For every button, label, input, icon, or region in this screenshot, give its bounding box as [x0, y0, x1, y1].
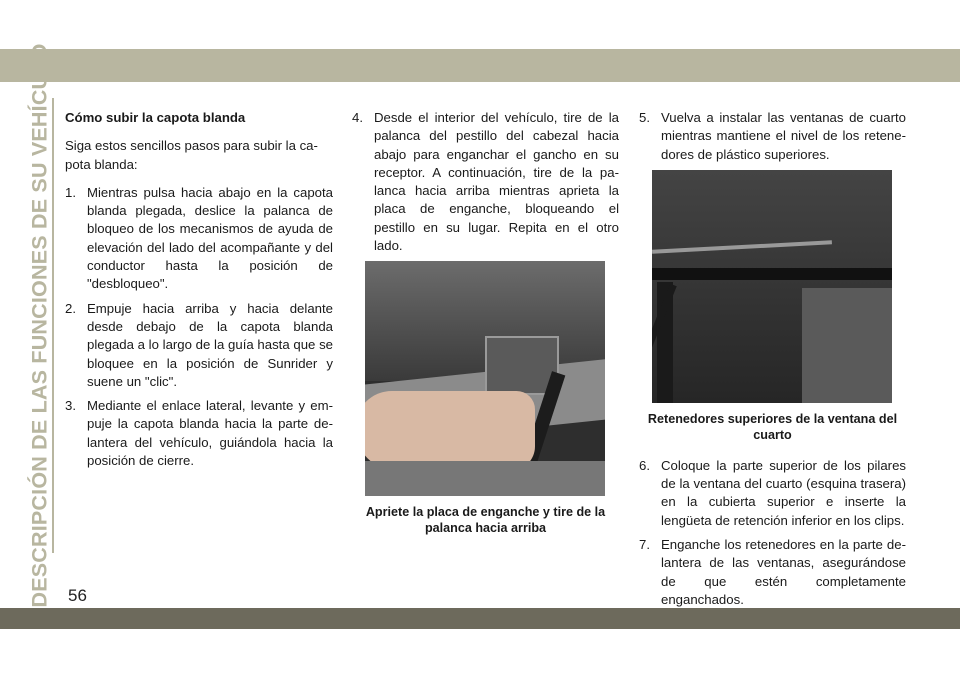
list-item: 4. Desde el interior del vehículo, tire de la palanca del pestillo del cabezal hacia abajo para enganchar el gancho en su receptor. A continuación, tire de la pa-lanca hacia arriba mientras aprieta la placa de enganche, bloqueando el pestillo en su lugar. Repita en el otro lado.: [352, 110, 619, 254]
list-item: 5. Vuelva a instalar las ventanas de cuarto mientras mantiene el nivel de los retene-dores de plástico superiores.: [639, 110, 906, 162]
latch-photo: [365, 261, 605, 496]
list-item: 2. Empuje hacia arriba y hacia delante desde debajo de la capota blanda plegada a lo largo de la guía hasta que se bloquee en la posición de Sunrider y suene un "clic".: [65, 300, 333, 389]
list-item: 1. Mientras pulsa hacia abajo en la capota blanda plegada, deslice la palanca de bloqueo de los mecanismos de ayuda de elevación del lado del acompañante y del conductor hasta la posición de "desbloqueo".: [65, 184, 333, 292]
column-2: [352, 109, 619, 550]
page-number: 56: [68, 586, 87, 605]
column-1: [65, 109, 333, 476]
list-item: 6. Coloque la parte superior de los pilares de la ventana del cuarto (esquina trasera) en la cubierta superior e inserte la lengüeta de retención inferior en los clips.: [639, 457, 906, 528]
retainer-photo: [652, 170, 892, 403]
list-item: 7. Enganche los retenedores en la parte de-lantera de las ventanas, asegurándose de que estén completamente enganchados.: [639, 537, 906, 607]
intro-paragraph: Siga estos sencillos pasos para subir la ca-pota blanda:: [65, 138, 318, 172]
column-3: [639, 109, 906, 615]
list-item: 3. Mediante el enlace lateral, levante y em-puje la capota blanda hacia la parte de-lantera del vehículo, guiándola hacia la posición de cierre.: [65, 398, 333, 469]
photo-caption: Apriete la placa de enganche y tire de la palanca hacia arriba: [365, 505, 606, 536]
photo-caption: Retenedores superiores de la ventana del cuarto: [647, 411, 898, 442]
footer-band: [0, 608, 960, 629]
section-side-title: DESCRIPCIÓN DE LAS FUNCIONES DE SU VEHÍCULO: [27, 43, 52, 608]
section-heading: Cómo subir la capota blanda: [65, 110, 246, 125]
header-band: [0, 49, 960, 82]
side-rule: [52, 98, 54, 553]
